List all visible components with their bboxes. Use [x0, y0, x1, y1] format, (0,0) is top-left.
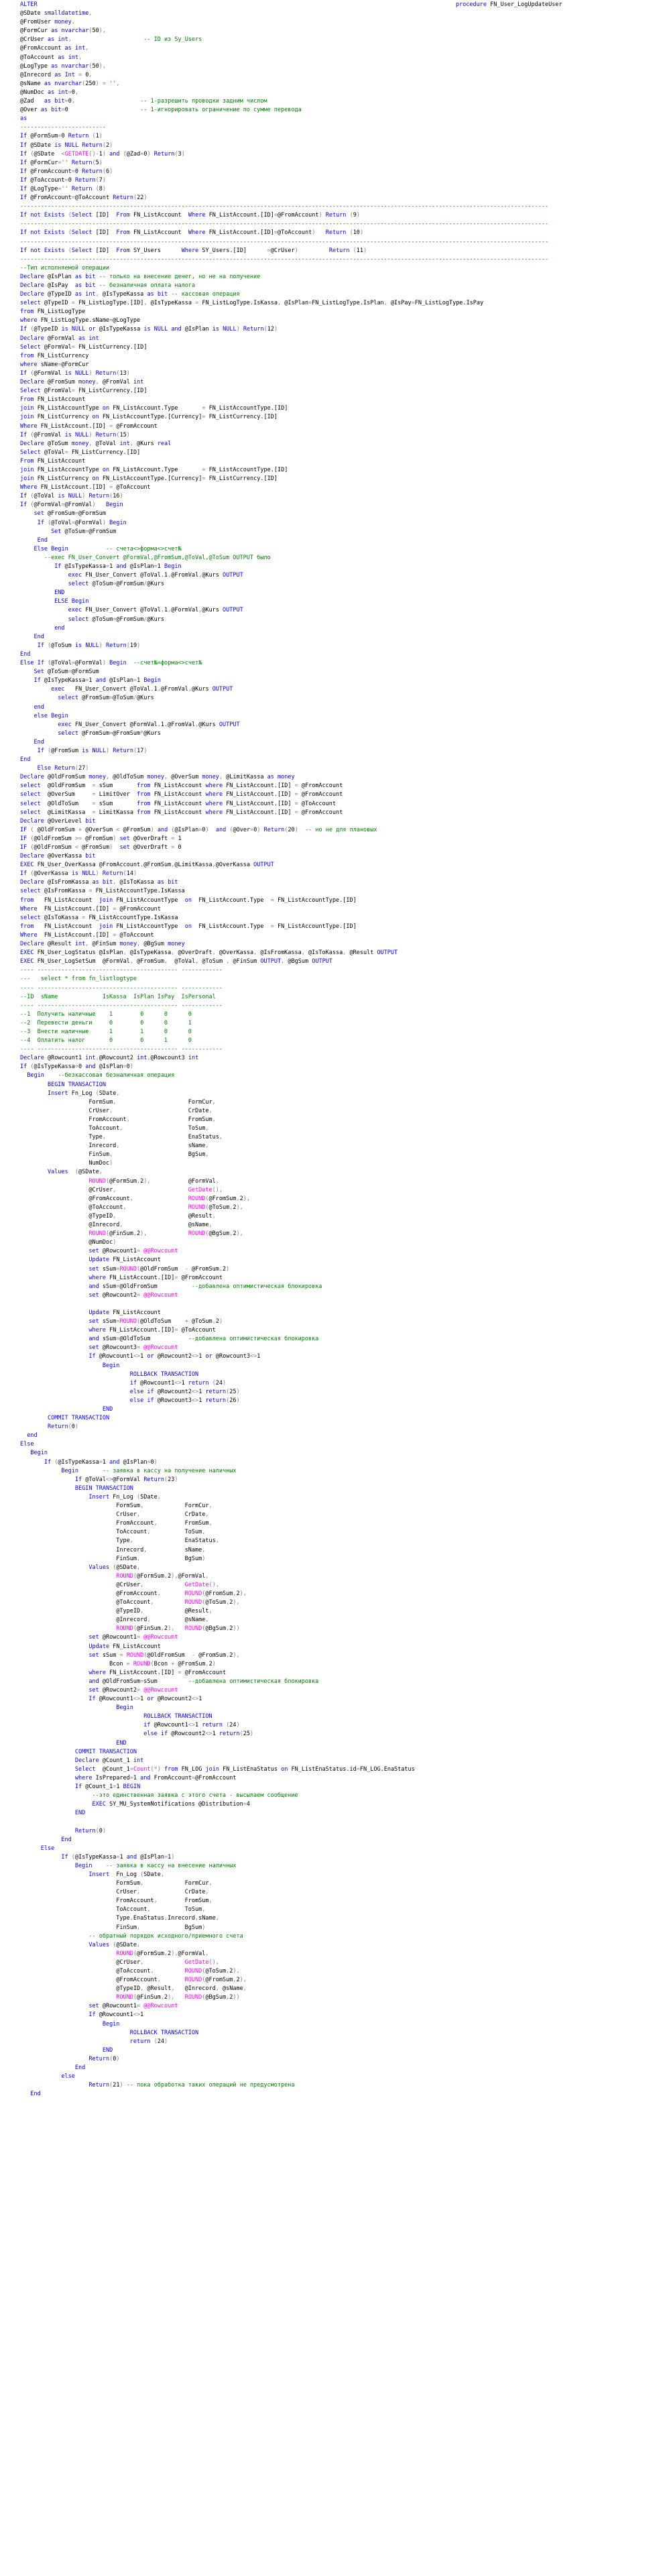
- code-line[interactable]: Else Begin -- счета<>форма<>счет№: [34, 545, 182, 552]
- code-line[interactable]: where IsPrepared=1 and FromAccount=@FromAccount: [74, 1774, 237, 1781]
- code-line[interactable]: @ToAccount as int,: [20, 54, 82, 61]
- code-line[interactable]: and @OldFromSum=sSum --добавлена оптимистическая блокировка: [88, 1678, 319, 1685]
- code-line[interactable]: If not Exists (Select [ID] From FN_ListAccount Where FN_ListAccount.[ID]=@ToAccount) Return (10): [20, 229, 364, 237]
- code-line[interactable]: If (@ToVal=@FormVal) Begin: [37, 519, 127, 526]
- code-line[interactable]: ----------------------------------------------------------------------------------------------------------------------------------------------------------: [20, 203, 549, 211]
- code-line[interactable]: BEGIN TRANSACTION: [74, 1484, 133, 1492]
- code-line[interactable]: Declare @Result int, @FinSum money, @BgSum money: [20, 941, 185, 948]
- code-line[interactable]: From FN_ListAccount: [20, 457, 86, 465]
- code-line[interactable]: ALTER procedure FN_User_LogUpdateUser: [20, 1, 562, 8]
- code-line[interactable]: If @FromAccount=@ToAccount Return(22): [20, 194, 147, 202]
- code-line[interactable]: Where FN_ListAccount.[ID] = @FromAccount: [20, 422, 158, 430]
- code-line[interactable]: End: [74, 2064, 86, 2072]
- code-line[interactable]: @FromAccount, ROUND(@FromSum,2),: [116, 1590, 247, 1597]
- code-line[interactable]: Type, EnaStatus,: [116, 1537, 219, 1545]
- code-line[interactable]: If (@FormVal=@FromVal) Begin: [20, 502, 123, 509]
- code-line[interactable]: else Begin: [34, 712, 68, 719]
- code-line[interactable]: If @LogType='' Return (8): [20, 185, 107, 192]
- code-line[interactable]: ---- ----------------------------------------- ------------: [20, 1046, 223, 1053]
- code-line[interactable]: and sSum=@OldToSum --добавлена оптимистическая блокировка: [88, 1336, 319, 1343]
- code-line[interactable]: @CrUser, GetDate(),: [116, 1958, 219, 1966]
- code-line[interactable]: FinSum, BgSum): [116, 1555, 206, 1562]
- code-line[interactable]: Begin -- заявка в кассу на получение наличных: [61, 1467, 237, 1474]
- code-line[interactable]: FinSum, BgSum): [116, 1924, 206, 1931]
- code-line[interactable]: FormSum, FormCur,: [116, 1880, 212, 1887]
- code-line[interactable]: Update FN_ListAccount: [88, 1643, 161, 1650]
- code-line[interactable]: Values (@SDate,: [47, 1169, 103, 1176]
- code-line[interactable]: From FN_ListAccount: [20, 396, 86, 404]
- code-line[interactable]: if @Rowcount1<>1 return (24): [143, 1722, 240, 1729]
- code-line[interactable]: from FN_ListCurrency: [20, 352, 89, 359]
- code-line[interactable]: exec FN_User_Convert @FormVal,1,@FromVal,@Kurs OUTPUT: [58, 721, 240, 728]
- code-line[interactable]: [0, 1818, 669, 1826]
- code-line[interactable]: If not Exists (Select [ID] From SY_Users Where SY_Users.[ID] =@CrUser) Return (11): [20, 247, 367, 254]
- code-line[interactable]: --- select * from fn_listlogtype: [20, 976, 137, 983]
- code-line[interactable]: Declare @FormVal as int: [20, 335, 99, 342]
- code-line[interactable]: set @Rowcount1= @@Rowcount: [88, 1248, 178, 1255]
- code-line[interactable]: Where FN_ListAccount.[ID] = @ToAccount: [20, 931, 154, 939]
- code-line[interactable]: Select @Count_1=Count(*) from FN_LOG join FN_ListEnaStatus on FN_ListEnaStatus.id=FN_LOG.EnaStatus: [74, 1765, 415, 1773]
- code-line[interactable]: @Over as bit=0 -- 1-игнорировать ограничение по сумме перевода: [20, 107, 302, 114]
- code-line[interactable]: select @FromSum=@ToSum/@Kurs: [58, 695, 154, 702]
- code-line[interactable]: --exec FN_User_Convert @FormVal,@FromSum,@ToVal,@ToSum OUTPUT было: [44, 554, 271, 561]
- code-line[interactable]: CrUser, CrDate,: [116, 1511, 209, 1519]
- code-line[interactable]: EXEC SY_MU_SystemNotifications @Distribution=4: [92, 1801, 250, 1808]
- code-line[interactable]: @FromUser money,: [20, 19, 75, 26]
- code-line[interactable]: Select @ToVal= FN_ListCurrency.[ID]: [20, 449, 141, 456]
- code-line[interactable]: ToAccount, ToSum,: [88, 1125, 209, 1132]
- code-line[interactable]: Declare @OverKassa bit: [20, 853, 96, 860]
- code-line[interactable]: End: [34, 738, 44, 746]
- code-line[interactable]: where FN_ListAccount.[ID]= @ToAccount: [88, 1327, 216, 1334]
- code-line[interactable]: Inrecord, sName,: [116, 1546, 206, 1554]
- code-line[interactable]: -------------------------: [20, 124, 106, 131]
- code-line[interactable]: else if @Rowcount2<>1 return(25): [129, 1388, 240, 1395]
- code-line[interactable]: EXEC FN_User_LogStatus @IsPlan, @IsTypeKassa, @OverDraft, @OverKassa, @IsFromKassa, @IsToKassa, @Result OUTPUT: [20, 949, 398, 957]
- code-line[interactable]: ROLLBACK TRANSACTION: [129, 2029, 199, 2036]
- code-line[interactable]: if @Rowcount1<>1 return (24): [129, 1379, 227, 1387]
- code-line[interactable]: If (@IsTypeKassa=1 and @IsPlan=1): [61, 1853, 175, 1861]
- code-line[interactable]: Declare @IsFromKassa as bit, @IsToKassa as bit: [20, 879, 178, 886]
- code-line[interactable]: If @Rowcount1<>1: [88, 2011, 144, 2019]
- code-line[interactable]: @Inrecord as Int = 0,: [20, 71, 93, 78]
- code-line[interactable]: ---- ----------------------------------------- ------------: [20, 1002, 223, 1009]
- code-line[interactable]: If (@IsTypeKassa=1 and @IsPlan=0): [44, 1458, 158, 1466]
- code-line[interactable]: Begin: [30, 1450, 48, 1457]
- code-line[interactable]: Bcon = ROUND(Bcon + @FromSum,2): [109, 1660, 216, 1667]
- code-line[interactable]: @sName as nvarchar(250) = '',: [20, 80, 120, 87]
- code-line[interactable]: where FN_ListLogType.sName=@LogType: [20, 317, 141, 325]
- code-line[interactable]: Values (@SDate,: [88, 1564, 141, 1571]
- code-line[interactable]: select @OldToSum = sSum from FN_ListAccount where FN_ListAccount.[ID] = @ToAccount: [20, 800, 337, 807]
- code-line[interactable]: @FromAccount as int,: [20, 45, 89, 52]
- code-line[interactable]: and sSum=@OldFromSum --добавлена оптимистическая блокировка: [88, 1283, 322, 1290]
- code-line[interactable]: If (@IsTypeKassa=0 and @IsPlan=0): [20, 1063, 133, 1071]
- code-line[interactable]: IF ( @OldFromSum + @OverSum < @FromSum) and (@IsPlan=0) and (@Over=0) Return(20) -- но не для плановых: [20, 826, 377, 833]
- code-line[interactable]: --3 Внести наличные 1 1 0 0: [20, 1028, 192, 1035]
- code-line[interactable]: ELSE Begin: [54, 598, 89, 605]
- code-line[interactable]: --Тип исполняемой операции: [20, 264, 110, 272]
- code-line[interactable]: select @FromSum=@FromSum*@Kurs: [58, 729, 161, 737]
- code-line[interactable]: set @Rowcount1= @@Rowcount: [88, 2003, 178, 2010]
- code-line[interactable]: IF (@OldFromSum < @FromSum) set @OverDraft = 0: [20, 844, 182, 851]
- code-line[interactable]: as: [20, 115, 27, 123]
- code-line[interactable]: set @Rowcount2= @@Rowcount: [88, 1291, 178, 1299]
- code-line[interactable]: else: [61, 2073, 75, 2081]
- code-line[interactable]: select @ToSum=@FromSum/@Kurs: [68, 616, 165, 623]
- code-line[interactable]: @ToAccount, ROUND(@ToSum,2),: [116, 1599, 240, 1606]
- code-line[interactable]: ROLLBACK TRANSACTION: [143, 1713, 212, 1720]
- code-line[interactable]: If @Count_1=1 BEGIN: [74, 1783, 141, 1791]
- code-line[interactable]: @TypeID, @Result, @Inrecord, @sName,: [116, 1985, 247, 1993]
- code-line[interactable]: select @OldFromSum = sSum from FN_ListAccount where FN_ListAccount.[ID] = @FromAccount: [20, 782, 343, 790]
- code-line[interactable]: Type,EnaStatus,Inrecord,sName,: [116, 1915, 219, 1922]
- code-line[interactable]: End: [20, 650, 31, 658]
- code-line[interactable]: Else: [40, 1845, 55, 1852]
- code-line[interactable]: Return(0): [88, 2055, 120, 2062]
- code-line[interactable]: where sName=@FormCur: [20, 361, 89, 368]
- code-line[interactable]: ---- ----------------------------------------- ------------: [20, 967, 223, 974]
- code-line[interactable]: FromAccount, FromSum,: [116, 1520, 212, 1527]
- code-line[interactable]: Declare @IsPay as bit -- безналичная оплата налога: [20, 282, 196, 289]
- code-line[interactable]: end: [54, 624, 65, 632]
- code-line[interactable]: from FN_ListAccount join FN_ListAccountType on FN_ListAccount.Type = FN_ListAccountType.[ID]: [20, 923, 357, 930]
- code-line[interactable]: set sSum = ROUND(@OldFromSum - @FromSum,2),: [88, 1651, 240, 1659]
- code-line[interactable]: End: [61, 1836, 72, 1843]
- code-line[interactable]: If @FromAccount=0 Return(6): [20, 168, 113, 175]
- code-line[interactable]: @SDate smalldatetime,: [20, 10, 93, 17]
- code-line[interactable]: If (@FromVal is NULL) Return(15): [20, 431, 130, 438]
- code-line[interactable]: join FN_ListCurrency on FN_ListAccountType.[Currency]= FN_ListCurrency.[ID]: [20, 414, 278, 421]
- code-line[interactable]: @FromAccount, ROUND(@FromSum,2),: [88, 1195, 250, 1202]
- code-line[interactable]: End: [37, 536, 48, 544]
- code-line[interactable]: Declare @ToSum money, @ToVal int, @Kurs real: [20, 440, 172, 447]
- code-line[interactable]: If @IsTypeKassa=1 and @IsPlan=1 Begin: [34, 677, 161, 685]
- code-line[interactable]: ---- ----------------------------------------- ------------: [20, 984, 223, 992]
- code-line[interactable]: ROLLBACK TRANSACTION: [129, 1370, 199, 1378]
- code-line[interactable]: Declare @Rowcount1 int,@Rowcount2 int,@Rowcount3 int: [20, 1055, 199, 1062]
- code-line[interactable]: If (@OverKassa is NULL) Return(14): [20, 870, 137, 878]
- code-line[interactable]: If @Rowcount1<>1 or @Rowcount2<>1 or @Rowcount3<>1: [88, 1353, 261, 1360]
- code-line[interactable]: If not Exists (Select [ID] From FN_ListAccount Where FN_ListAccount.[ID]=@FromAccount) Return (9): [20, 212, 360, 219]
- code-line[interactable]: If @ToAccount=0 Return(7): [20, 176, 107, 184]
- code-line[interactable]: If (@FromSum is NULL) Return(17): [37, 747, 147, 754]
- code-line[interactable]: END: [54, 589, 65, 597]
- code-line[interactable]: END: [102, 1406, 113, 1413]
- code-line[interactable]: Select @FormVal= FN_ListCurrency.[ID]: [20, 343, 147, 351]
- code-line[interactable]: End: [34, 633, 44, 640]
- code-line[interactable]: If (@SDate <GETDATE()-1) and (@Zad=0) Return(3): [20, 150, 185, 158]
- code-line[interactable]: return (24): [129, 2038, 168, 2045]
- code-line[interactable]: select @ToSum=@FromSum/@Kurs: [68, 581, 165, 588]
- code-line[interactable]: Begin --безкассовая безналичная операция: [27, 1072, 175, 1079]
- code-line[interactable]: ToAccount, ToSum,: [116, 1906, 206, 1914]
- code-line[interactable]: Update FN_ListAccount: [88, 1309, 161, 1316]
- code-line[interactable]: exec FN_User_Convert @ToVal,1,@FormVal,@Kurs OUTPUT: [68, 607, 243, 614]
- code-line[interactable]: Declare @FromSum money, @FromVal int: [20, 379, 144, 386]
- code-line[interactable]: Begin: [102, 1362, 120, 1369]
- code-line[interactable]: Declare @TypeID as int, @IsTypeKassa as bit -- кассовая операция: [20, 291, 240, 298]
- code-line[interactable]: BEGIN TRANSACTION: [47, 1081, 106, 1088]
- code-line[interactable]: NumDoc): [88, 1160, 113, 1167]
- code-line[interactable]: EXEC FN_User_OverKassa @FromAccount,@FromSum,@LimitKassa,@OverKassa OUTPUT: [20, 862, 274, 869]
- code-line[interactable]: set @Rowcount2= @@Rowcount: [88, 1687, 178, 1694]
- code-line[interactable]: join FN_ListAccountType on FN_ListAccount.Type = FN_ListAccountType.[ID]: [20, 405, 288, 412]
- code-line[interactable]: Else If (@ToVal=@FormVal) Begin --счет№=форма<>счет№: [20, 660, 202, 667]
- code-line[interactable]: @Inrecord, @sName,: [88, 1222, 212, 1229]
- code-line[interactable]: FormSum, FormCur,: [88, 1098, 216, 1106]
- code-line[interactable]: --1 Получить наличные 1 0 0 0: [20, 1010, 192, 1018]
- code-line[interactable]: Set @ToSum=@FormSum: [34, 668, 99, 676]
- code-line[interactable]: @FormCur as nvarchar(50),: [20, 27, 107, 35]
- code-line[interactable]: Begin: [116, 1704, 133, 1712]
- code-line[interactable]: End: [20, 756, 31, 764]
- code-line[interactable]: @ToAccount, ROUND(@ToSum,2),: [116, 1968, 240, 1975]
- code-line[interactable]: Return(0): [47, 1423, 79, 1431]
- code-line[interactable]: Insert Fn_Log (SDate,: [88, 1871, 165, 1878]
- code-line[interactable]: --2 Перевести деньги 0 0 0 1: [20, 1019, 192, 1027]
- code-line[interactable]: CrUser, CrDate,: [116, 1889, 209, 1896]
- code-line[interactable]: Else Return(27): [37, 765, 89, 772]
- code-line[interactable]: select @OverSum = LimitOver from FN_ListAccount where FN_ListAccount.[ID] = @FromAccount: [20, 791, 343, 799]
- code-line[interactable]: Set @ToSum=@FromSum: [51, 528, 117, 535]
- code-line[interactable]: FinSum, BgSum,: [88, 1151, 209, 1159]
- code-line[interactable]: else if @Rowcount3<>1 return(26): [129, 1397, 240, 1404]
- code-line[interactable]: FromAccount, FromSum,: [116, 1897, 212, 1905]
- code-line[interactable]: Update FN_ListAccount: [88, 1256, 161, 1264]
- code-line[interactable]: select @LimitKassa = LimitKassa from FN_ListAccount where FN_ListAccount.[ID] = @FromAccount: [20, 809, 343, 816]
- code-line[interactable]: If @ToVal<>@FormVal Return(23): [74, 1476, 178, 1483]
- code-line[interactable]: Else: [20, 1441, 34, 1448]
- code-line[interactable]: --4 Оплатить налог 0 0 1 0: [20, 1037, 192, 1045]
- code-line[interactable]: Return(0): [74, 1827, 106, 1834]
- code-line[interactable]: Inrecord, sName,: [88, 1143, 209, 1150]
- code-line[interactable]: @NumDoc): [88, 1239, 117, 1246]
- code-line[interactable]: ROUND(@FinSum,2), ROUND(@BgSum,2)): [116, 1994, 240, 2001]
- code-line[interactable]: End: [30, 2091, 41, 2098]
- code-line[interactable]: Values (@SDate,: [88, 1941, 141, 1948]
- code-line[interactable]: @CrUser as int, -- ID из Sy_Users: [20, 36, 202, 44]
- code-line[interactable]: IF (@OldFromSum >= @FromSum) set @OverDraft = 1: [20, 835, 182, 842]
- code-line[interactable]: Begin: [102, 2020, 120, 2028]
- code-line[interactable]: from FN_ListLogType: [20, 308, 86, 316]
- code-line[interactable]: @Zad as bit=0, -- 1-разрешить проводки задним числом: [20, 98, 267, 105]
- code-line[interactable]: -- обратный порядок исходного/приемного счета: [88, 1932, 243, 1940]
- code-line[interactable]: ----------------------------------------------------------------------------------------------------------------------------------------------------------: [20, 255, 549, 263]
- code-line[interactable]: Where FN_ListAccount.[ID] = @FromAccount: [20, 905, 161, 913]
- code-line[interactable]: END: [102, 2046, 113, 2054]
- code-line[interactable]: END: [116, 1739, 127, 1747]
- code-line[interactable]: If @FormCur='' Return(5): [20, 159, 103, 166]
- code-line[interactable]: @LogType as nvarchar(50),: [20, 62, 107, 70]
- code-line[interactable]: --ID sName IsKassa IsPlan IsPay IsPersonal: [20, 993, 216, 1000]
- code-line[interactable]: ----------------------------------------------------------------------------------------------------------------------------------------------------------: [20, 238, 549, 245]
- code-line[interactable]: ROUND(@FinSum,2), ROUND(@BgSum,2)): [116, 1625, 240, 1633]
- code-line[interactable]: If @IsTypeKassa=1 and @IsPlan=1 Begin: [54, 563, 182, 570]
- code-line[interactable]: set sSum=ROUND(@OldToSum + @ToSum,2): [88, 1318, 223, 1326]
- code-line[interactable]: set sSum=ROUND(@OldFromSum - @FromSum,2): [88, 1265, 230, 1273]
- code-line[interactable]: Return(21) -- пока обработка таких операций не предусмотрена: [88, 2082, 295, 2089]
- code-line[interactable]: join FN_ListCurrency on FN_ListAccountType.[Currency]= FN_ListCurrency.[ID]: [20, 475, 278, 483]
- code-line[interactable]: @ToAccount, ROUND(@ToSum,2),: [88, 1204, 243, 1211]
- code-line[interactable]: @CrUser, GetDate(),: [88, 1186, 223, 1193]
- code-line[interactable]: where FN_ListAccount.[ID]= @FromAccount: [88, 1274, 223, 1281]
- code-line[interactable]: exec FN_User_Convert @ToVal,1,@FromVal,@Kurs OUTPUT: [51, 686, 233, 693]
- code-line[interactable]: If @Rowcount1<>1 or @Rowcount2<>1: [88, 1696, 202, 1703]
- code-line[interactable]: set @Rowcount1= @@Rowcount: [88, 1634, 178, 1641]
- code-line[interactable]: CrUser, CrDate,: [88, 1107, 212, 1114]
- code-line[interactable]: select @TypeID = FN_ListLogType.[ID], @IsTypeKassa = FN_ListLogType.IsKassa, @IsPlan=FN_ListLogType.IsPlan, @IsPay=FN_ListLogType.IsPay: [20, 300, 484, 307]
- code-line[interactable]: from FN_ListAccount join FN_ListAccountType on FN_ListAccount.Type = FN_ListAccountType.[ID]: [20, 896, 357, 904]
- code-line[interactable]: @TypeID, @Result,: [116, 1608, 212, 1615]
- code-line[interactable]: set @Rowcount3= @@Rowcount: [88, 1344, 178, 1352]
- code-line[interactable]: ----------------------------------------------------------------------------------------------------------------------------------------------------------: [20, 221, 549, 228]
- code-line[interactable]: COMMIT TRANSACTION: [47, 1415, 110, 1422]
- code-line[interactable]: FormSum, FormCur,: [116, 1503, 212, 1510]
- code-line[interactable]: END: [74, 1810, 86, 1817]
- code-line[interactable]: select @IsToKassa = FN_ListAccountType.IsKassa: [20, 914, 178, 921]
- code-line[interactable]: If @FormSum=0 Return (1): [20, 133, 103, 140]
- code-line[interactable]: [0, 1300, 669, 1309]
- code-line[interactable]: If (@ToSum is NULL) Return(19): [37, 642, 141, 649]
- code-line[interactable]: Declare @Count_1 int: [74, 1757, 144, 1764]
- code-line[interactable]: COMMIT TRANSACTION: [74, 1748, 137, 1755]
- code-line[interactable]: join FN_ListAccountType on FN_ListAccount.Type = FN_ListAccountType.[ID]: [20, 466, 288, 473]
- code-line[interactable]: Insert Fn_Log (SDate,: [47, 1090, 120, 1097]
- code-line[interactable]: ROUND(@FormSum,2),@FormVal,: [116, 1572, 209, 1580]
- code-line[interactable]: Declare @OldFromSum money, @OldToSum money, @OverSum money, @LimitKassa as money: [20, 774, 295, 781]
- code-line[interactable]: ROUND(@FormSum,2), @FormVal,: [88, 1177, 219, 1185]
- code-line[interactable]: FromAccount, FromSum,: [88, 1116, 216, 1123]
- code-line[interactable]: where FN_ListAccount.[ID] = @FromAccount: [88, 1669, 227, 1676]
- code-line[interactable]: Where FN_ListAccount.[ID] = @ToAccount: [20, 484, 151, 491]
- code-line[interactable]: Type, EnaStatus,: [88, 1134, 223, 1141]
- code-line[interactable]: end: [34, 703, 44, 711]
- code-line[interactable]: @FromAccount, ROUND(@FromSum,2),: [116, 1977, 247, 1984]
- code-line[interactable]: end: [27, 1432, 38, 1440]
- code-line[interactable]: Insert Fn_Log (SDate,: [88, 1493, 161, 1501]
- code-line[interactable]: EXEC FN_User_LogSetSum @FormVal, @FromSum, @ToVal, @ToSum , @FinSum OUTPUT, @BgSum OUTPUT: [20, 958, 332, 965]
- code-line[interactable]: @NumDoc as int=0,: [20, 89, 79, 96]
- code-line[interactable]: If (@FormVal is NULL) Return(13): [20, 369, 130, 377]
- code-line[interactable]: set @FromSum=@FormSum: [34, 510, 106, 518]
- code-line[interactable]: If (@TypeID is NULL or @IsTypeKassa is NULL and @IsPlan is NULL) Return(12): [20, 326, 278, 333]
- code-line[interactable]: select @IsFromKassa = FN_ListAccountType.IsKassa: [20, 888, 185, 895]
- code-line[interactable]: @TypeID, @Result,: [88, 1212, 216, 1220]
- code-line[interactable]: exec FN_User_Convert @ToVal,1,@FromVal,@Kurs OUTPUT: [68, 572, 243, 579]
- code-line[interactable]: @Inrecord, @sName,: [116, 1617, 209, 1624]
- code-line[interactable]: If @SDate is NULL Return(2): [20, 141, 113, 149]
- code-line[interactable]: Declare @OverLevel bit: [20, 817, 96, 825]
- code-line[interactable]: Declare @IsPlan as bit -- только на внесение денег, но не на получение: [20, 273, 261, 280]
- code-line[interactable]: ROUND(@FormSum,2),@FormVal,: [116, 1950, 209, 1957]
- code-line[interactable]: --это единственная заявка с этого счета - высылаем сообщение: [92, 1792, 298, 1800]
- code-line[interactable]: ToAccount, ToSum,: [116, 1529, 206, 1536]
- code-line[interactable]: If (@ToVal is NULL) Return(16): [20, 493, 123, 500]
- code-line[interactable]: Select @FromVal= FN_ListCurrency.[ID]: [20, 388, 147, 395]
- code-line[interactable]: ROUND(@FinSum,2), ROUND(@BgSum,2),: [88, 1230, 243, 1238]
- code-line[interactable]: Begin -- заявка в кассу на внесение наличных: [74, 1862, 237, 1869]
- code-line[interactable]: @CrUser, GetDate(),: [116, 1581, 219, 1588]
- code-line[interactable]: else if @Rowcount2<>1 return(25): [143, 1731, 254, 1738]
